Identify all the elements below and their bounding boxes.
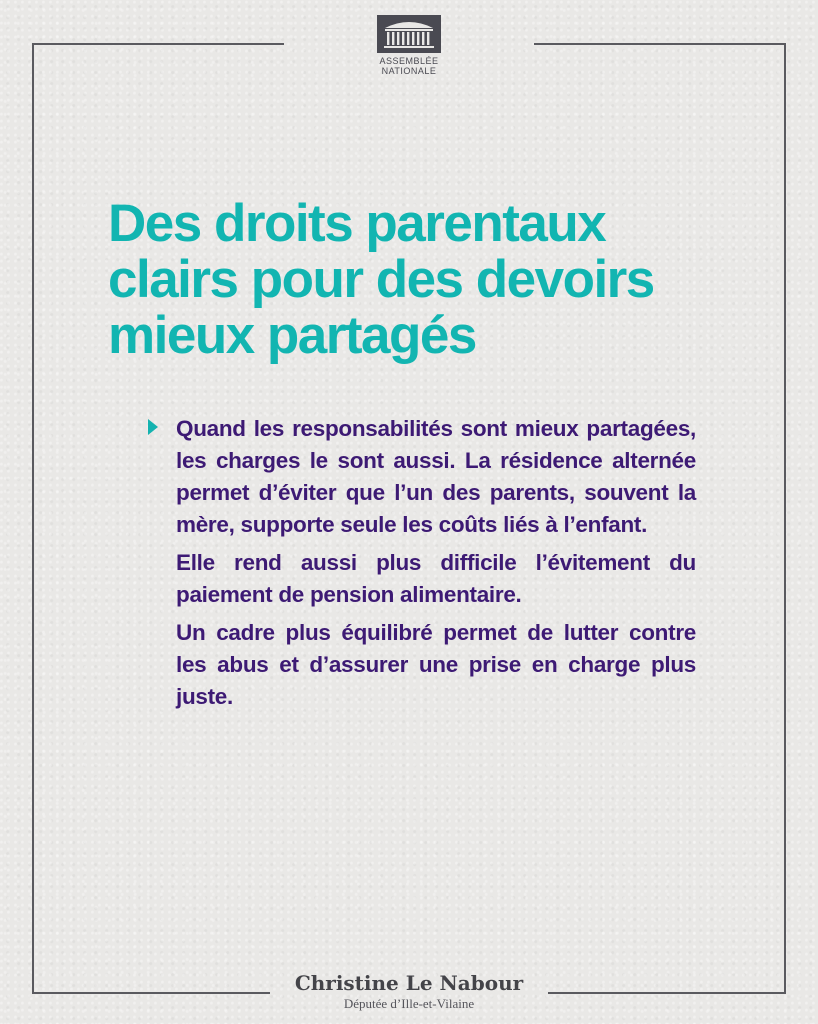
- signature-role: Députée d’Ille-et-Vilaine: [343, 996, 475, 1011]
- signature: [270, 970, 548, 1012]
- logo-line-1: ASSEMBLÉE: [379, 56, 439, 66]
- paragraph-3: Un cadre plus équilibré permet de lutter contre les abus et d’assurer une prise en charge plus juste.: [176, 620, 696, 709]
- logo-text: [356, 56, 462, 76]
- paragraph-2: Elle rend aussi plus difficile l’évitement du paiement de pension alimentaire.: [176, 550, 696, 607]
- title-line-3: mieux partagés: [108, 306, 476, 365]
- frame-bottom-left-line: [32, 992, 270, 994]
- body-text: [176, 413, 696, 719]
- page-title: [108, 196, 748, 364]
- frame-left-line: [32, 43, 34, 994]
- assemblee-nationale-building-icon: [376, 14, 442, 54]
- paragraph-1: Quand les responsabilités sont mieux partagées, les charges le sont aussi. La résidence alternée permet d’éviter que l’un des parents, souvent la mère, supporte seule les coûts liés à l’enfant.: [176, 416, 696, 537]
- triangle-right-icon: [148, 419, 158, 435]
- title-line-2: clairs pour des devoirs: [108, 250, 654, 309]
- logo-line-2: NATIONALE: [381, 66, 437, 76]
- assemblee-nationale-logo: [356, 14, 462, 76]
- frame-right-line: [784, 43, 786, 994]
- signature-name: [270, 970, 548, 996]
- frame-bottom-right-line: [548, 992, 786, 994]
- frame-top-left-line: [32, 43, 284, 45]
- signature-first-name: Christine: [294, 971, 399, 995]
- frame-top-right-line: [534, 43, 786, 45]
- title-line-1: Des droits parentaux: [108, 194, 606, 253]
- signature-last-name: Le Nabour: [405, 971, 524, 995]
